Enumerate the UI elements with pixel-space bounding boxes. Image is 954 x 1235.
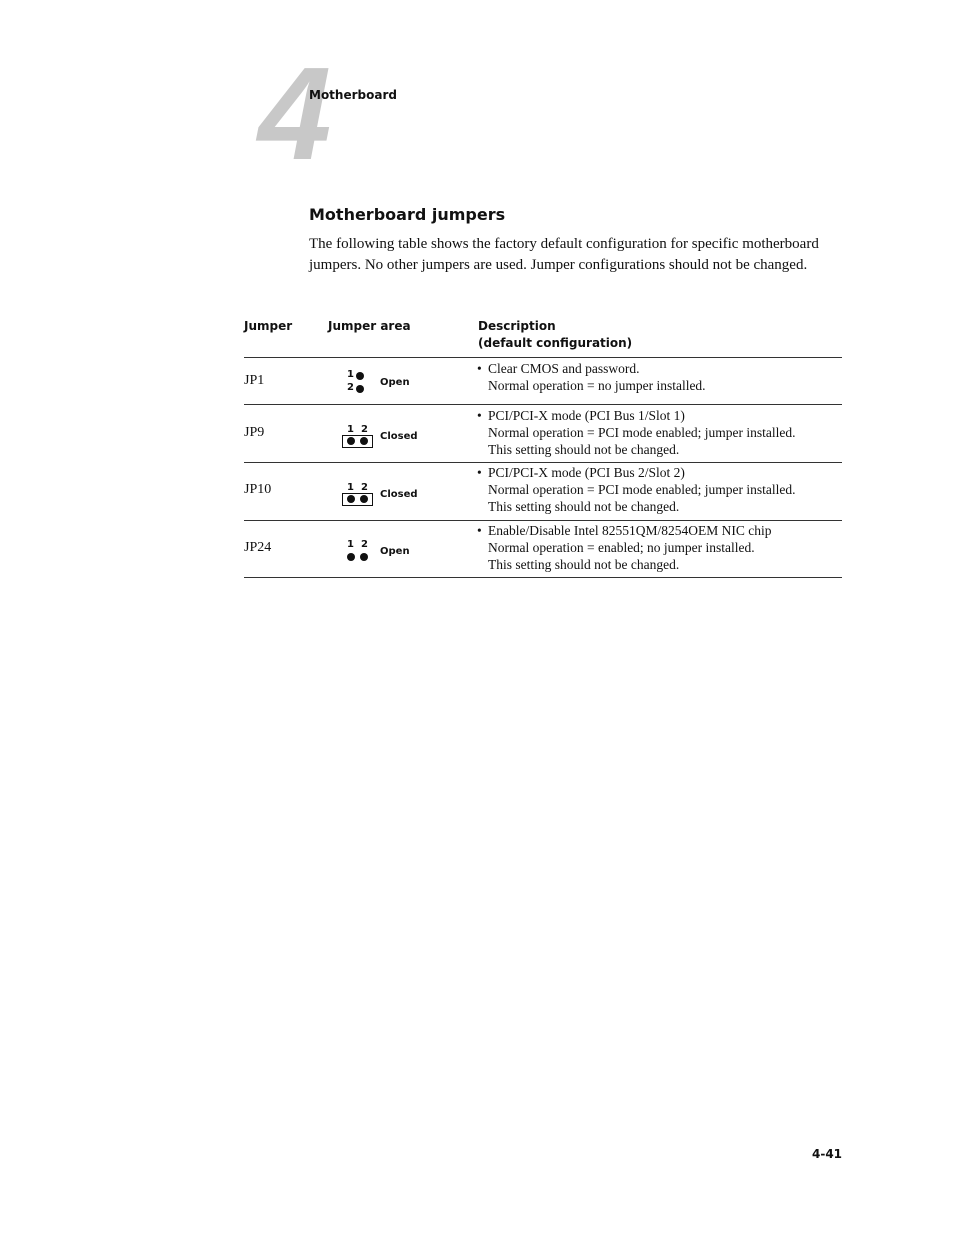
description-line: Normal operation = PCI mode enabled; jumper installed.: [488, 482, 796, 497]
jumper-description: [477, 464, 842, 515]
jumper-state: Open: [380, 377, 410, 388]
row-rule: [244, 520, 842, 521]
pin-label: 1: [347, 369, 354, 380]
jumper-state: Closed: [380, 489, 418, 500]
pin-label: 1: [347, 539, 354, 550]
description-line: This setting should not be changed.: [488, 557, 680, 572]
description-line: [477, 522, 842, 539]
pin-dot: [360, 437, 368, 445]
description-line: [477, 464, 842, 481]
jumper-name: JP10: [244, 482, 272, 497]
jumper-description: [477, 360, 842, 394]
column-header-jumper: Jumper: [244, 319, 293, 333]
jumper-diagram: [342, 483, 432, 507]
row-rule: [244, 404, 842, 405]
intro-paragraph: The following table shows the factory default configuration for specific motherboard jumpers. No other jumpers are used. Jumper configurations should not be changed.: [309, 236, 819, 273]
pin-label: 2: [361, 482, 368, 493]
pin-dot: [360, 495, 368, 503]
pin-dot: [347, 553, 355, 561]
bullet-icon: •: [477, 408, 482, 423]
description-header-line: Description: [478, 319, 556, 333]
description-line: This setting should not be changed.: [488, 442, 680, 457]
jumper-name: JP9: [244, 425, 265, 440]
pin-label: 1: [347, 482, 354, 493]
column-header-description: [478, 318, 632, 352]
pin-dot: [356, 385, 364, 393]
jumper-description: [477, 522, 842, 573]
pin-dot: [356, 372, 364, 380]
pin-label: 2: [361, 424, 368, 435]
description-line: This setting should not be changed.: [488, 499, 680, 514]
header-rule: [244, 357, 842, 358]
section-heading: Motherboard jumpers: [309, 205, 506, 224]
pin-label: 2: [347, 382, 354, 393]
pin-dot: [360, 553, 368, 561]
pin-label: 2: [361, 539, 368, 550]
jumper-name: JP24: [244, 540, 272, 555]
page-number: 4-41: [812, 1147, 843, 1161]
bullet-icon: •: [477, 523, 482, 538]
jumper-state: Open: [380, 546, 410, 557]
description-header-line: (default configuration): [478, 336, 633, 350]
description-text: PCI/PCI-X mode (PCI Bus 2/Slot 2): [488, 465, 685, 480]
pin-dot: [347, 495, 355, 503]
description-line: Normal operation = no jumper installed.: [488, 378, 706, 393]
jumper-name: JP1: [244, 373, 265, 388]
jumper-description: [477, 407, 842, 458]
description-line: Normal operation = enabled; no jumper installed.: [488, 540, 755, 555]
jumper-diagram: [346, 370, 426, 396]
jumper-diagram: [342, 540, 432, 564]
description-line: Normal operation = PCI mode enabled; jumper installed.: [488, 425, 796, 440]
description-line: [477, 360, 842, 377]
bullet-icon: •: [477, 361, 482, 376]
pin-dot: [347, 437, 355, 445]
pin-label: 1: [347, 424, 354, 435]
chapter-number: 4: [258, 40, 328, 187]
column-header-jumper-area: Jumper area: [328, 319, 411, 333]
table-bottom-rule: [244, 577, 842, 578]
row-rule: [244, 462, 842, 463]
chapter-title: Motherboard: [309, 88, 397, 102]
bullet-icon: •: [477, 465, 482, 480]
description-text: Enable/Disable Intel 82551QM/8254OEM NIC chip: [488, 523, 772, 538]
description-text: Clear CMOS and password.: [488, 361, 640, 376]
jumper-state: Closed: [380, 431, 418, 442]
jumper-diagram: [342, 425, 432, 449]
description-text: PCI/PCI-X mode (PCI Bus 1/Slot 1): [488, 408, 685, 423]
description-line: [477, 407, 842, 424]
